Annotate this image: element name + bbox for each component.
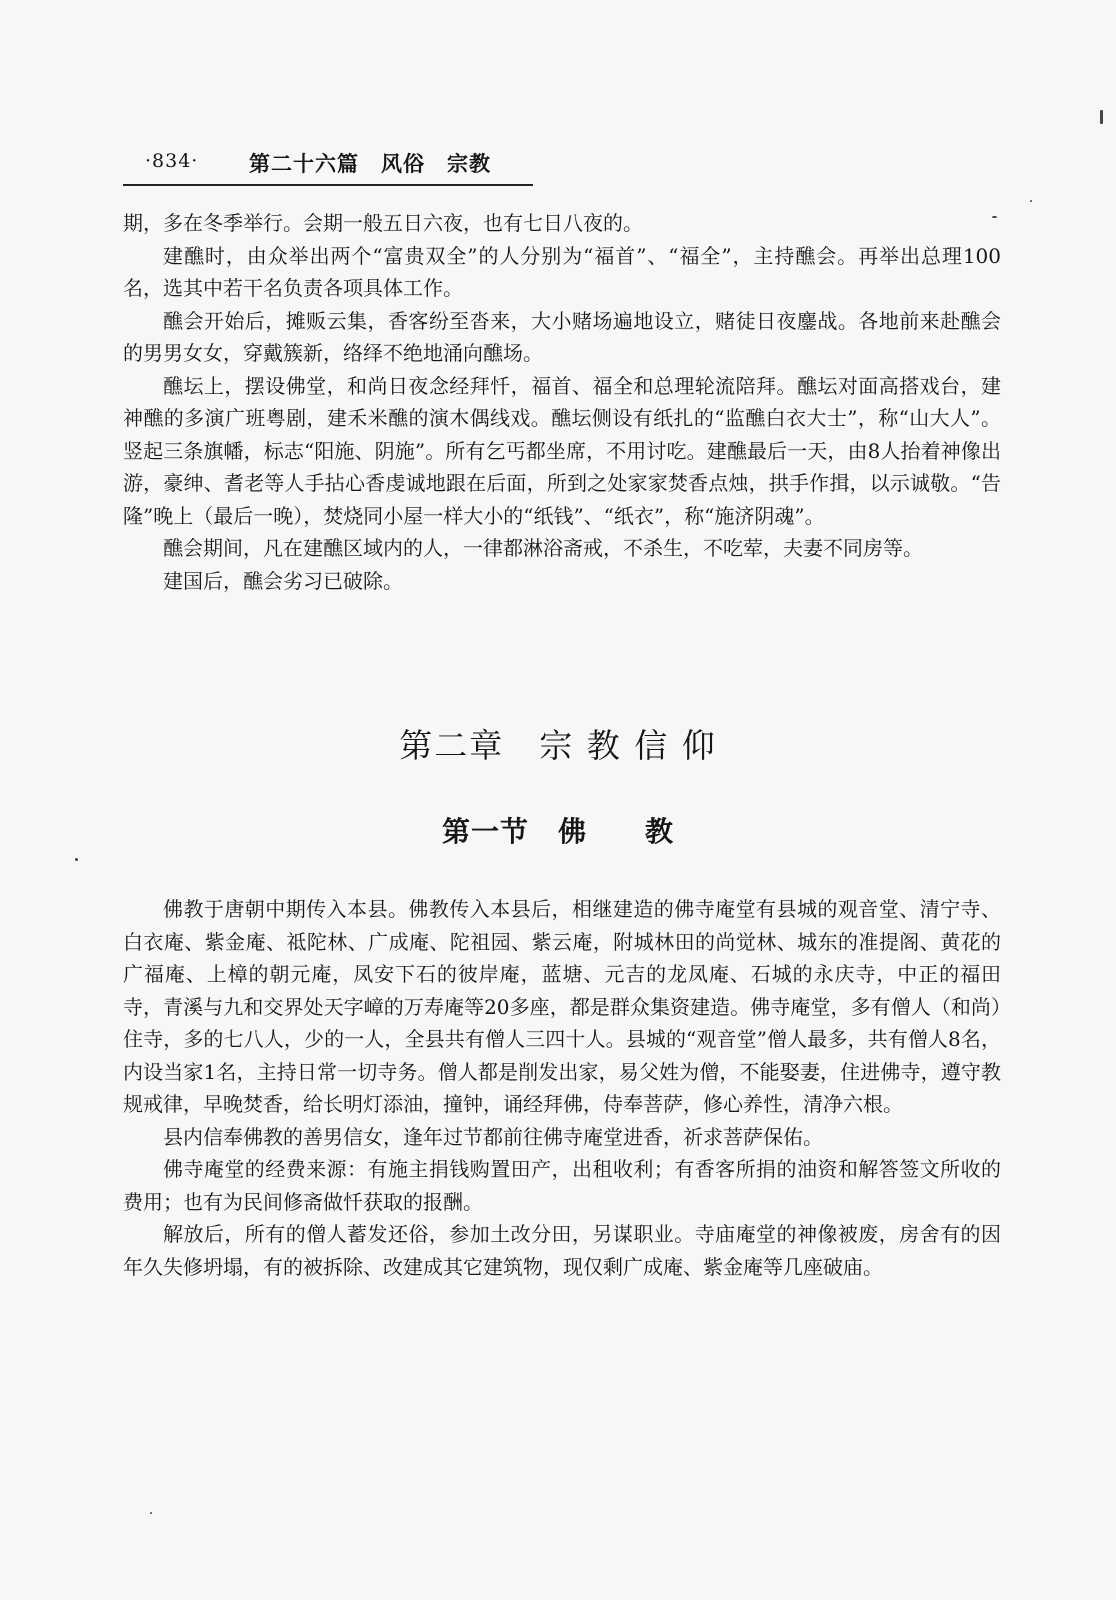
scan-speck xyxy=(1100,110,1103,124)
paragraph: 佛寺庵堂的经费来源：有施主捐钱购置田产，出租收利；有香客所捐的油资和解答签文所收的费用；也有为民间修斋做忏获取的报酬。 xyxy=(123,1157,1001,1214)
paragraph: 县内信奉佛教的善男信女，逢年过节都前往佛寺庵堂进香，祈求菩萨保佑。 xyxy=(163,1124,823,1149)
running-header xyxy=(123,148,533,186)
continued-text-block xyxy=(123,207,1001,597)
scan-speck xyxy=(150,1512,152,1514)
scan-speck xyxy=(1030,200,1032,202)
chapter-title: 第二章 宗 教 信 仰 xyxy=(399,726,717,765)
running-title: 第二十六篇 风俗 宗教 xyxy=(249,151,491,176)
paragraph: 期，多在冬季举行。会期一般五日六夜，也有七日八夜的。 xyxy=(123,211,643,235)
paragraph: 佛教于唐朝中期传入本县。佛教传入本县后，相继建造的佛寺庵堂有县城的观音堂、清宁寺、白衣庵、紫金庵、祗陀林、广成庵、陀祖园、紫云庵，附城林田的尚觉林、城东的准提阁、黄花的广福庵、上樟的朝元庵，凤安下石的彼岸庵，蓝塘、元吉的龙凤庵、石城的永庆寺，中正的福田寺，青溪与九和交界处天字嶂的万寿庵等20多座，都是群众集资建造。佛寺庵堂，多有僧人（和尚）住寺，多的七八人，少的一人，全县共有僧人三四十人。县城的“观音堂”僧人最多，共有僧人8名，内设当家1名，主持日常一切寺务。僧人都是削发出家，易父姓为僧，不能娶妻，住进佛寺，遵守教规戒律，早晚焚香，给长明灯添油，撞钟，诵经拜佛，侍奉菩萨，修心养性，清净六根。 xyxy=(123,897,1001,1116)
paragraph: 醮会期间，凡在建醮区域内的人，一律都淋浴斋戒，不杀生，不吃荤，夫妻不同房等。 xyxy=(163,536,923,560)
paragraph: 醮会开始后，摊贩云集，香客纷至沓来，大小赌场遍地设立，赌徒日夜鏖战。各地前来赴醮会的男男女女，穿戴簇新，络绎不绝地涌向醮场。 xyxy=(123,308,1001,365)
paragraph: 解放后，所有的僧人蓄发还俗，参加土改分田，另谋职业。寺庙庵堂的神像被废，房舍有的因年久失修坍塌，有的被拆除、改建成其它建筑物，现仅剩广成庵、紫金庵等几座破庙。 xyxy=(123,1222,1001,1279)
section-title: 第一节 佛 教 xyxy=(441,815,674,848)
buddhism-text-block xyxy=(123,893,1001,1283)
paragraph: 建醮时，由众举出两个“富贵双全”的人分别为“福首”、“福全”，主持醮会。再举出总理100名，选其中若干名负责各项具体工作。 xyxy=(123,243,1001,300)
scan-speck xyxy=(75,858,78,861)
paragraph: 醮坛上，摆设佛堂，和尚日夜念经拜忏，福首、福全和总理轮流陪拜。醮坛对面高搭戏台，建神醮的多演广班粤剧，建禾米醮的演木偶线戏。醮坛侧设有纸扎的“监醮白衣大士”，称“山大人”。竖起三条旗幡，标志“阳施、阴施”。所有乞丐都坐席，不用讨吃。建醮最后一天，由8人抬着神像出游，豪绅、耆老等人手拈心香虔诚地跟在后面，所到之处家家焚香点烛，拱手作揖，以示诚敬。“告隆”晚上（最后一晚），焚烧同小屋一样大小的“纸钱”、“纸衣”，称“施济阴魂”。 xyxy=(123,373,1001,528)
paragraph: 建国后，醮会劣习已破除。 xyxy=(163,568,403,593)
page-number: ·834· xyxy=(145,150,199,172)
scan-speck xyxy=(992,216,997,218)
